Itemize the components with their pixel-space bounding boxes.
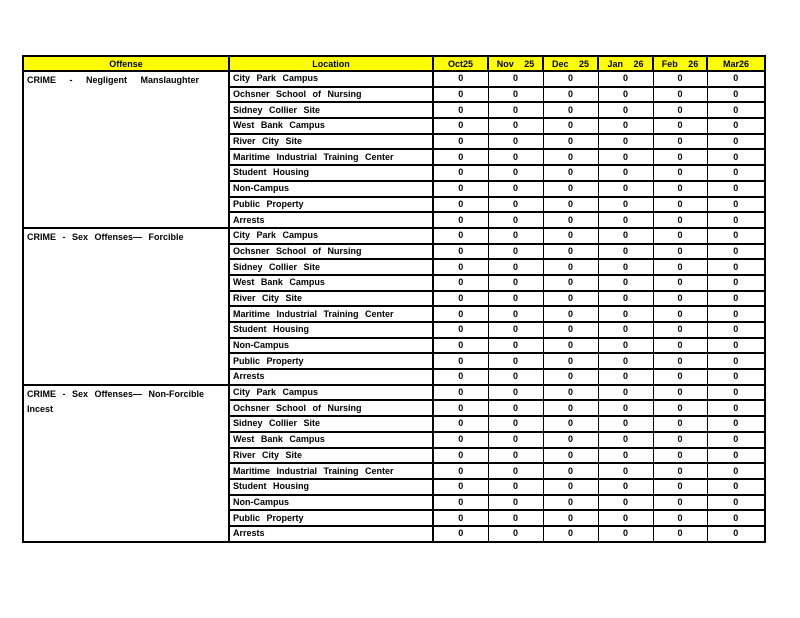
value-cell: 0 xyxy=(433,87,488,103)
value-cell: 0 xyxy=(433,526,488,542)
value-cell: 0 xyxy=(488,353,543,369)
value-cell: 0 xyxy=(653,87,707,103)
value-cell: 0 xyxy=(488,432,543,448)
location-cell: West Bank Campus xyxy=(229,432,433,448)
location-cell: Student Housing xyxy=(229,322,433,338)
value-cell: 0 xyxy=(543,463,598,479)
value-cell: 0 xyxy=(598,463,653,479)
value-cell: 0 xyxy=(543,197,598,213)
value-cell: 0 xyxy=(598,259,653,275)
location-cell: Non-Campus xyxy=(229,181,433,197)
value-cell: 0 xyxy=(488,275,543,291)
value-cell: 0 xyxy=(653,165,707,181)
value-cell: 0 xyxy=(707,369,765,385)
location-cell: West Bank Campus xyxy=(229,275,433,291)
value-cell: 0 xyxy=(598,416,653,432)
value-cell: 0 xyxy=(653,526,707,542)
location-cell: Public Property xyxy=(229,353,433,369)
value-cell: 0 xyxy=(598,306,653,322)
value-cell: 0 xyxy=(433,149,488,165)
value-cell: 0 xyxy=(598,510,653,526)
value-cell: 0 xyxy=(433,102,488,118)
value-cell: 0 xyxy=(707,322,765,338)
value-cell: 0 xyxy=(543,385,598,401)
location-cell: Student Housing xyxy=(229,479,433,495)
table-row xyxy=(23,385,765,401)
value-cell: 0 xyxy=(598,244,653,260)
value-cell: 0 xyxy=(433,495,488,511)
location-cell: Non-Campus xyxy=(229,338,433,354)
value-cell: 0 xyxy=(488,448,543,464)
value-cell: 0 xyxy=(707,353,765,369)
location-cell: Sidney Collier Site xyxy=(229,259,433,275)
value-cell: 0 xyxy=(598,118,653,134)
value-cell: 0 xyxy=(543,495,598,511)
month-column-header-dec: Dec 25 xyxy=(543,56,598,71)
month-column-header-oct: Oct25 xyxy=(433,56,488,71)
value-cell: 0 xyxy=(653,416,707,432)
month-column-header-nov: Nov 25 xyxy=(488,56,543,71)
value-cell: 0 xyxy=(543,228,598,244)
value-cell: 0 xyxy=(488,259,543,275)
value-cell: 0 xyxy=(543,338,598,354)
value-cell: 0 xyxy=(543,416,598,432)
value-cell: 0 xyxy=(433,181,488,197)
location-cell: River City Site xyxy=(229,134,433,150)
value-cell: 0 xyxy=(598,71,653,87)
value-cell: 0 xyxy=(488,400,543,416)
value-cell: 0 xyxy=(598,275,653,291)
value-cell: 0 xyxy=(707,432,765,448)
value-cell: 0 xyxy=(543,71,598,87)
value-cell: 0 xyxy=(707,448,765,464)
value-cell: 0 xyxy=(433,244,488,260)
value-cell: 0 xyxy=(488,165,543,181)
value-cell: 0 xyxy=(543,306,598,322)
offense-label: CRIME - Sex Offenses— Forcible xyxy=(27,231,184,242)
value-cell: 0 xyxy=(433,479,488,495)
value-cell: 0 xyxy=(598,322,653,338)
value-cell: 0 xyxy=(433,369,488,385)
value-cell: 0 xyxy=(653,197,707,213)
location-cell: River City Site xyxy=(229,448,433,464)
value-cell: 0 xyxy=(707,416,765,432)
value-cell: 0 xyxy=(653,463,707,479)
location-cell: River City Site xyxy=(229,291,433,307)
offense-label: CRIME - Sex Offenses— Non-Forcible xyxy=(27,388,205,399)
value-cell: 0 xyxy=(653,369,707,385)
value-cell: 0 xyxy=(707,71,765,87)
location-cell: Ochsner School of Nursing xyxy=(229,400,433,416)
value-cell: 0 xyxy=(433,463,488,479)
value-cell: 0 xyxy=(707,228,765,244)
value-cell: 0 xyxy=(543,244,598,260)
value-cell: 0 xyxy=(433,291,488,307)
value-cell: 0 xyxy=(653,244,707,260)
value-cell: 0 xyxy=(488,71,543,87)
value-cell: 0 xyxy=(653,385,707,401)
value-cell: 0 xyxy=(433,197,488,213)
location-cell: Sidney Collier Site xyxy=(229,416,433,432)
value-cell: 0 xyxy=(488,338,543,354)
offense-cell xyxy=(23,385,229,542)
value-cell: 0 xyxy=(653,510,707,526)
value-cell: 0 xyxy=(543,134,598,150)
value-cell: 0 xyxy=(598,87,653,103)
value-cell: 0 xyxy=(653,228,707,244)
month-column-header-jan: Jan 26 xyxy=(598,56,653,71)
value-cell: 0 xyxy=(488,322,543,338)
value-cell: 0 xyxy=(653,400,707,416)
value-cell: 0 xyxy=(653,338,707,354)
value-cell: 0 xyxy=(598,181,653,197)
location-cell: Public Property xyxy=(229,510,433,526)
location-cell: City Park Campus xyxy=(229,71,433,87)
offense-cell xyxy=(23,71,229,228)
value-cell: 0 xyxy=(488,181,543,197)
value-cell: 0 xyxy=(653,322,707,338)
value-cell: 0 xyxy=(707,291,765,307)
value-cell: 0 xyxy=(543,448,598,464)
value-cell: 0 xyxy=(598,291,653,307)
location-cell: Arrests xyxy=(229,369,433,385)
value-cell: 0 xyxy=(488,87,543,103)
value-cell: 0 xyxy=(488,510,543,526)
value-cell: 0 xyxy=(598,228,653,244)
value-cell: 0 xyxy=(543,353,598,369)
value-cell: 0 xyxy=(543,212,598,228)
value-cell: 0 xyxy=(707,165,765,181)
location-cell: West Bank Campus xyxy=(229,118,433,134)
value-cell: 0 xyxy=(543,259,598,275)
value-cell: 0 xyxy=(707,275,765,291)
location-cell: Arrests xyxy=(229,212,433,228)
value-cell: 0 xyxy=(598,338,653,354)
offense-cell xyxy=(23,228,229,385)
value-cell: 0 xyxy=(707,259,765,275)
value-cell: 0 xyxy=(707,244,765,260)
value-cell: 0 xyxy=(543,102,598,118)
table-body xyxy=(23,71,765,542)
value-cell: 0 xyxy=(598,102,653,118)
value-cell: 0 xyxy=(433,432,488,448)
value-cell: 0 xyxy=(433,165,488,181)
month-column-header-feb: Feb 26 xyxy=(653,56,707,71)
table-row xyxy=(23,228,765,244)
value-cell: 0 xyxy=(707,510,765,526)
offense-column-header: Offense xyxy=(23,56,229,71)
value-cell: 0 xyxy=(433,134,488,150)
value-cell: 0 xyxy=(707,197,765,213)
location-cell: Ochsner School of Nursing xyxy=(229,244,433,260)
value-cell: 0 xyxy=(707,118,765,134)
value-cell: 0 xyxy=(433,228,488,244)
value-cell: 0 xyxy=(433,400,488,416)
value-cell: 0 xyxy=(488,212,543,228)
value-cell: 0 xyxy=(488,479,543,495)
value-cell: 0 xyxy=(653,353,707,369)
value-cell: 0 xyxy=(433,448,488,464)
value-cell: 0 xyxy=(433,212,488,228)
value-cell: 0 xyxy=(543,118,598,134)
table-row xyxy=(23,71,765,87)
value-cell: 0 xyxy=(488,369,543,385)
value-cell: 0 xyxy=(488,197,543,213)
value-cell: 0 xyxy=(488,244,543,260)
value-cell: 0 xyxy=(543,165,598,181)
value-cell: 0 xyxy=(598,385,653,401)
value-cell: 0 xyxy=(433,338,488,354)
value-cell: 0 xyxy=(707,102,765,118)
value-cell: 0 xyxy=(598,197,653,213)
location-cell: Non-Campus xyxy=(229,495,433,511)
value-cell: 0 xyxy=(543,510,598,526)
value-cell: 0 xyxy=(543,400,598,416)
value-cell: 0 xyxy=(488,118,543,134)
value-cell: 0 xyxy=(653,134,707,150)
location-cell: Arrests xyxy=(229,526,433,542)
value-cell: 0 xyxy=(653,275,707,291)
value-cell: 0 xyxy=(543,275,598,291)
location-cell: Student Housing xyxy=(229,165,433,181)
value-cell: 0 xyxy=(598,353,653,369)
value-cell: 0 xyxy=(653,259,707,275)
value-cell: 0 xyxy=(433,385,488,401)
value-cell: 0 xyxy=(543,432,598,448)
value-cell: 0 xyxy=(707,149,765,165)
value-cell: 0 xyxy=(707,338,765,354)
location-cell: City Park Campus xyxy=(229,228,433,244)
value-cell: 0 xyxy=(433,510,488,526)
value-cell: 0 xyxy=(653,212,707,228)
value-cell: 0 xyxy=(433,322,488,338)
location-cell: Public Property xyxy=(229,197,433,213)
value-cell: 0 xyxy=(488,463,543,479)
value-cell: 0 xyxy=(488,102,543,118)
value-cell: 0 xyxy=(488,526,543,542)
value-cell: 0 xyxy=(653,149,707,165)
value-cell: 0 xyxy=(543,149,598,165)
location-cell: Sidney Collier Site xyxy=(229,102,433,118)
value-cell: 0 xyxy=(707,212,765,228)
value-cell: 0 xyxy=(653,495,707,511)
value-cell: 0 xyxy=(488,228,543,244)
value-cell: 0 xyxy=(598,479,653,495)
value-cell: 0 xyxy=(433,306,488,322)
value-cell: 0 xyxy=(433,118,488,134)
value-cell: 0 xyxy=(653,448,707,464)
offense-label: CRIME - Negligent Manslaughter xyxy=(27,75,200,85)
value-cell: 0 xyxy=(433,71,488,87)
value-cell: 0 xyxy=(707,306,765,322)
value-cell: 0 xyxy=(598,149,653,165)
value-cell: 0 xyxy=(598,448,653,464)
value-cell: 0 xyxy=(707,134,765,150)
value-cell: 0 xyxy=(653,118,707,134)
value-cell: 0 xyxy=(598,165,653,181)
value-cell: 0 xyxy=(488,291,543,307)
value-cell: 0 xyxy=(653,71,707,87)
value-cell: 0 xyxy=(598,212,653,228)
header-row xyxy=(23,56,765,71)
value-cell: 0 xyxy=(488,416,543,432)
value-cell: 0 xyxy=(433,416,488,432)
value-cell: 0 xyxy=(707,463,765,479)
value-cell: 0 xyxy=(598,495,653,511)
value-cell: 0 xyxy=(488,306,543,322)
value-cell: 0 xyxy=(653,181,707,197)
value-cell: 0 xyxy=(707,526,765,542)
location-cell: Maritime Industrial Training Center xyxy=(229,149,433,165)
crime-statistics-table xyxy=(22,55,766,543)
value-cell: 0 xyxy=(707,385,765,401)
value-cell: 0 xyxy=(488,134,543,150)
value-cell: 0 xyxy=(543,526,598,542)
location-column-header: Location xyxy=(229,56,433,71)
location-cell: Ochsner School of Nursing xyxy=(229,87,433,103)
value-cell: 0 xyxy=(598,400,653,416)
value-cell: 0 xyxy=(653,102,707,118)
value-cell: 0 xyxy=(543,87,598,103)
value-cell: 0 xyxy=(488,385,543,401)
value-cell: 0 xyxy=(598,526,653,542)
value-cell: 0 xyxy=(543,479,598,495)
value-cell: 0 xyxy=(598,432,653,448)
location-cell: City Park Campus xyxy=(229,385,433,401)
location-cell: Maritime Industrial Training Center xyxy=(229,463,433,479)
value-cell: 0 xyxy=(543,291,598,307)
value-cell: 0 xyxy=(653,432,707,448)
location-cell: Maritime Industrial Training Center xyxy=(229,306,433,322)
value-cell: 0 xyxy=(543,369,598,385)
value-cell: 0 xyxy=(543,181,598,197)
value-cell: 0 xyxy=(433,275,488,291)
value-cell: 0 xyxy=(707,495,765,511)
value-cell: 0 xyxy=(433,353,488,369)
month-column-header-mar: Mar26 xyxy=(707,56,765,71)
value-cell: 0 xyxy=(707,479,765,495)
value-cell: 0 xyxy=(543,322,598,338)
value-cell: 0 xyxy=(488,149,543,165)
value-cell: 0 xyxy=(653,479,707,495)
value-cell: 0 xyxy=(707,181,765,197)
value-cell: 0 xyxy=(433,259,488,275)
offense-label: Incest xyxy=(27,404,54,415)
value-cell: 0 xyxy=(653,306,707,322)
value-cell: 0 xyxy=(707,400,765,416)
value-cell: 0 xyxy=(653,291,707,307)
value-cell: 0 xyxy=(488,495,543,511)
value-cell: 0 xyxy=(707,87,765,103)
value-cell: 0 xyxy=(598,134,653,150)
value-cell: 0 xyxy=(598,369,653,385)
